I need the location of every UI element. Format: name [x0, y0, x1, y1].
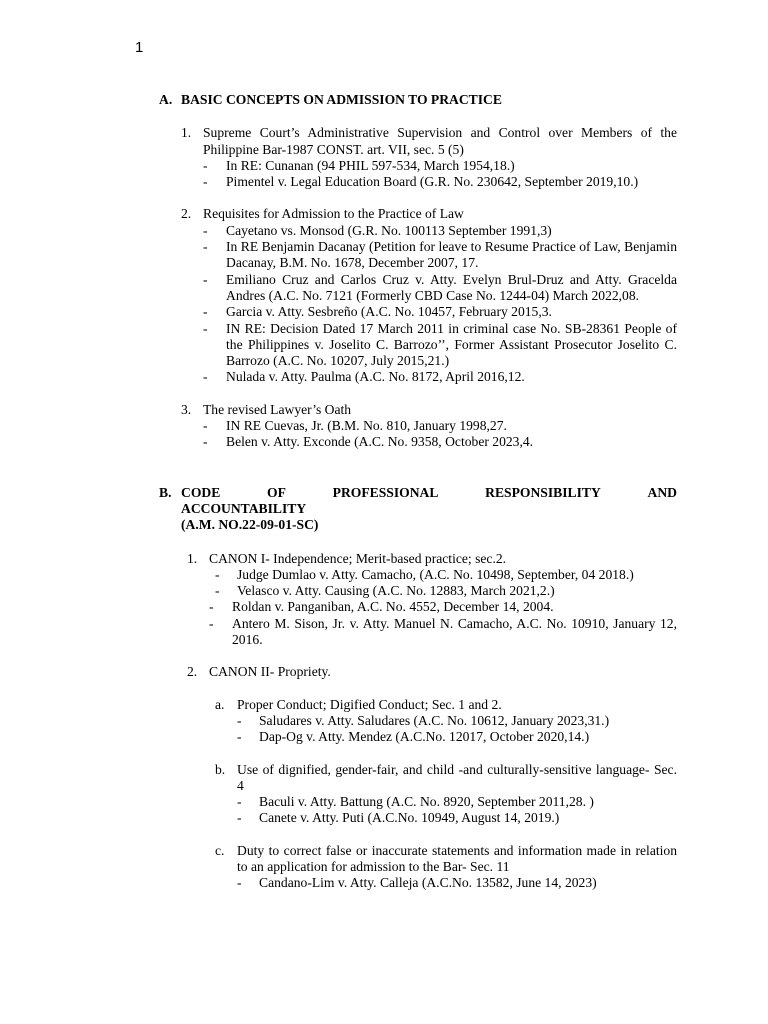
canon-2 — [159, 664, 677, 891]
item-number: 1. — [181, 125, 192, 141]
case-entry: - Antero M. Sison, Jr. v. Atty. Manuel N. Camacho, A.C. No. 10910, January 12, 2016. — [209, 615, 677, 648]
case-entry: - In RE: Cunanan (94 PHIL 597-534, March 1954,18.) — [203, 157, 515, 173]
list-item — [187, 551, 677, 567]
case-entry: - Velasco v. Atty. Causing (A.C. No. 12883, March 2021,2.) — [215, 583, 555, 599]
case-entry: - Roldan v. Panganiban, A.C. No. 4552, December 14, 2004. — [209, 599, 554, 615]
item-text: Supreme Court’s Administrative Supervision and Control over Members of the Philippine Bar-1987 CONST. art. VII, sec. 5 (5) — [203, 125, 677, 157]
case-entry: - In RE Benjamin Dacanay (Petition for leave to Resume Practice of Law, Benjamin Dacanay, B.M. No. 1678, December 2007, 17. — [203, 239, 677, 271]
case-entry: - Baculi v. Atty. Battung (A.C. No. 8920, September 2011,28. ) — [237, 794, 594, 810]
item-number: 1. — [187, 550, 198, 566]
canon-1 — [159, 551, 677, 649]
case-entry: - Judge Dumlao v. Atty. Camacho, (A.C. No. 10498, September, 04 2018.) — [215, 566, 634, 582]
section-b-label: B. — [159, 484, 172, 500]
list-item — [181, 402, 677, 418]
case-entry: - Nulada v. Atty. Paulma (A.C. No. 8172, April 2016,12. — [203, 369, 525, 385]
item-text: Requisites for Admission to the Practice of Law — [203, 206, 464, 222]
section-b-heading — [159, 485, 677, 534]
item-number: 2. — [187, 664, 198, 680]
document-body — [159, 92, 677, 892]
section-b-title-line2: ACCOUNTABILITY — [181, 500, 307, 516]
section-a-title: BASIC CONCEPTS ON ADMISSION TO PRACTICE — [181, 92, 502, 107]
case-entry: - Candano-Lim v. Atty. Calleja (A.C.No. 13582, June 14, 2023) — [237, 875, 597, 891]
item-number: 3. — [181, 401, 192, 417]
case-entry: - Cayetano vs. Monsod (G.R. No. 100113 September 1991,3) — [203, 222, 552, 238]
sub-item: a. Proper Conduct; Digified Conduct; Sec. 1 and 2. — [215, 696, 502, 712]
item-text: CANON I- Independence; Merit-based practice; sec.2. — [209, 550, 507, 566]
case-entry: - IN RE Cuevas, Jr. (B.M. No. 810, January 1998,27. — [203, 418, 507, 434]
case-entry: - Canete v. Atty. Puti (A.C.No. 10949, August 14, 2019.) — [237, 810, 560, 826]
case-entry: - Saludares v. Atty. Saludares (A.C. No. 10612, January 2023,31.) — [237, 712, 610, 728]
list-item — [181, 206, 677, 222]
case-entry: - Dap-Og v. Atty. Mendez (A.C.No. 12017, October 2020,14.) — [237, 729, 590, 745]
page-number: 1 — [135, 39, 144, 56]
list-item — [181, 125, 677, 158]
section-a-heading — [159, 92, 677, 108]
section-a-label: A. — [159, 92, 173, 107]
case-entry: - Belen v. Atty. Exconde (A.C. No. 9358, October 2023,4. — [203, 434, 534, 450]
sub-item: b. Use of dignified, gender-fair, and child -and culturally-sensitive language- Sec. 4 — [215, 761, 677, 793]
list-item — [187, 664, 677, 680]
item-number: 2. — [181, 206, 192, 222]
sub-item: c. Duty to correct false or inaccurate statements and information made in relation to an application for admission to the Bar- Sec. 11 — [215, 842, 677, 874]
case-entry: - Pimentel v. Legal Education Board (G.R. No. 230642, September 2019,10.) — [203, 174, 639, 190]
case-entry: - Garcia v. Atty. Sesbreño (A.C. No. 10457, February 2015,3. — [203, 304, 552, 320]
case-entry: - IN RE: Decision Dated 17 March 2011 in criminal case No. SB-28361 People of the Philippines v. Joselito C. Barrozo’’, Former Assistant Prosecutor Joselito C. Barrozo (A.C. No. 10207, July 2015,21.) — [203, 320, 677, 369]
section-b-title-line1: CODE OF PROFESSIONAL RESPONSIBILITY AND — [181, 484, 677, 500]
item-text: The revised Lawyer’s Oath — [203, 401, 352, 417]
section-b-title-line3: (A.M. NO.22-09-01-SC) — [181, 517, 319, 533]
section-a-items — [159, 125, 677, 450]
case-entry: - Emiliano Cruz and Carlos Cruz v. Atty. Evelyn Brul-Druz and Atty. Gracelda Andres (A.C. No. 7121 (Formerly CBD Case No. 1244-04) March 2022,08. — [203, 271, 677, 303]
item-text: CANON II- Propriety. — [209, 664, 331, 680]
